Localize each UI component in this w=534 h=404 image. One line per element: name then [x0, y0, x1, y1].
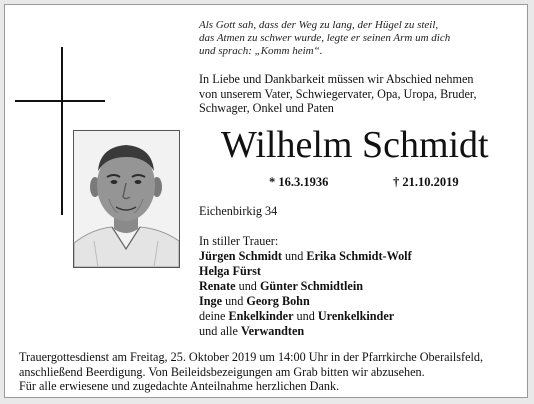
birth-date: * 16.3.1936	[269, 175, 329, 189]
mourner-line	[199, 249, 529, 264]
intro-line: von unserem Vater, Schwiegervater, Opa, Uropa, Bruder,	[199, 86, 477, 101]
poem-line: und sprach: „Komm heim“.	[199, 45, 323, 57]
mourner-name: Verwandten	[240, 324, 305, 338]
mourner-name: Jürgen Schmidt	[199, 249, 282, 263]
mourner-line	[199, 324, 529, 339]
obituary-notice	[4, 4, 528, 398]
deceased-name: Wilhelm Schmidt	[221, 124, 489, 166]
latin-cross-icon	[61, 47, 63, 215]
mourner-join: und	[281, 249, 307, 263]
farewell-text	[199, 72, 519, 116]
address: Eichenbirkig 34	[199, 204, 278, 218]
intro-line: In Liebe und Dankbarkeit müssen wir Abschied nehmen	[199, 72, 474, 86]
mourner-name: Urenkelkinder	[317, 309, 395, 323]
mourner-name: Helga Fürst	[199, 264, 261, 278]
mourners-list	[199, 234, 529, 339]
mourner-line	[199, 279, 529, 294]
mourner-name: Renate	[199, 279, 236, 293]
mourner-line	[199, 294, 529, 309]
mourner-prefix: deine	[199, 309, 229, 323]
portrait-photo-drawing	[74, 131, 179, 267]
portrait-photo	[73, 130, 180, 268]
mourner-name: Inge	[199, 294, 223, 308]
mourner-name: Erika Schmidt-Wolf	[306, 249, 412, 263]
latin-cross-bar	[15, 100, 105, 102]
memorial-poem	[199, 19, 519, 58]
mourner-line	[199, 309, 529, 324]
mourner-join: und	[235, 279, 260, 293]
service-information	[19, 350, 529, 394]
footer-line: anschließend Beerdigung. Von Beileidsbezeigungen am Grab bitten wir abzusehen.	[19, 364, 425, 379]
mourner-prefix: und alle	[199, 324, 241, 338]
intro-line: Schwager, Onkel und Paten	[199, 101, 334, 115]
footer-line: Für alle erwiesene und zugedachte Anteilnahme herzlichen Dank.	[19, 379, 340, 393]
poem-line: Als Gott sah, dass der Weg zu lang, der Hügel zu steil,	[199, 19, 439, 31]
mourner-join: und	[222, 294, 247, 308]
mourner-join: und	[293, 309, 318, 323]
mourner-name: Georg Bohn	[246, 294, 310, 308]
death-date: † 21.10.2019	[393, 175, 459, 189]
mourner-name: Enkelkinder	[228, 309, 294, 323]
mourners-heading: In stiller Trauer:	[199, 234, 279, 248]
mourner-line	[199, 264, 529, 279]
poem-line: das Atmen zu schwer wurde, legte er seinen Arm um dich	[199, 32, 451, 44]
mourner-name: Günter Schmidtlein	[259, 279, 363, 293]
footer-line: Trauergottesdienst am Freitag, 25. Oktober 2019 um 14:00 Uhr in der Pfarrkirche Oberailsfeld,	[19, 350, 484, 364]
